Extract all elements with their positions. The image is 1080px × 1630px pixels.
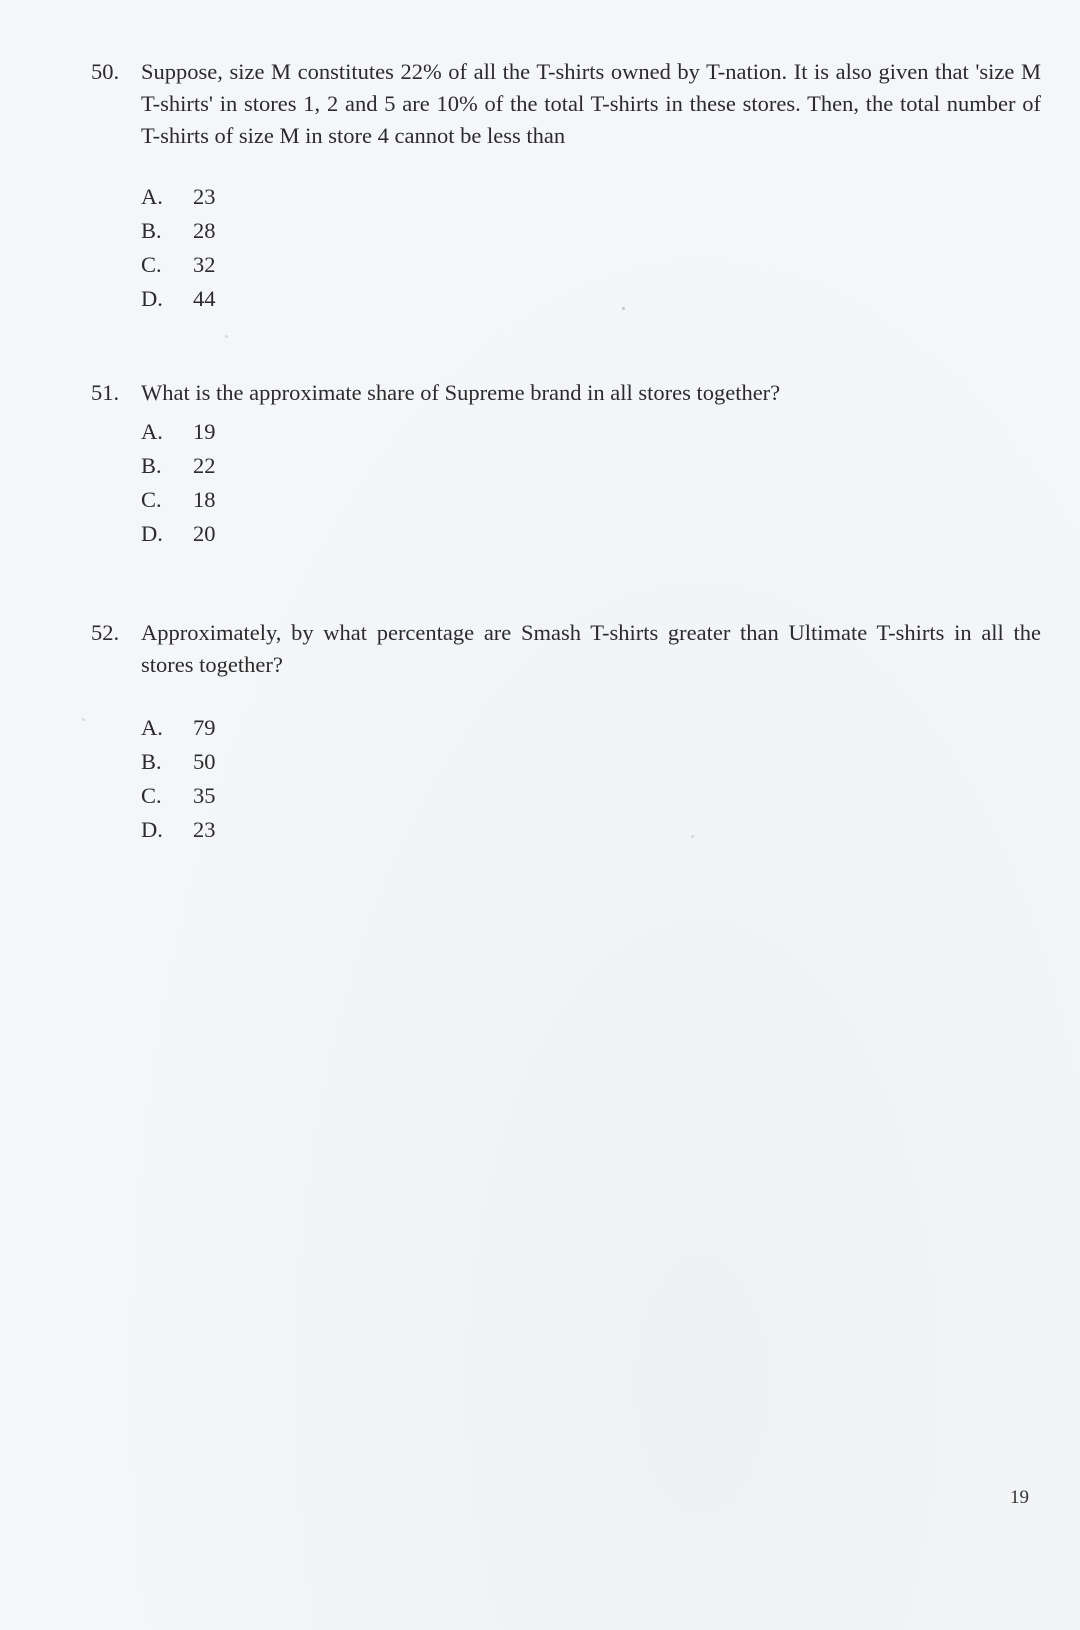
option-letter: C. [141,252,162,277]
option-value: 23 [193,817,216,842]
option-letter: D. [141,286,163,311]
option-c [141,248,1041,282]
option-b [141,449,1041,483]
question-51 [91,377,1041,551]
option-a [141,415,1041,449]
scan-speck [82,718,85,721]
page-number: 19 [1010,1487,1029,1508]
option-letter: C. [141,487,162,512]
option-letter: B. [141,749,162,774]
option-value: 44 [193,286,216,311]
question-52 [91,617,1041,847]
option-value: 32 [193,252,216,277]
option-value: 18 [193,487,216,512]
option-value: 79 [193,715,216,740]
option-d [141,517,1041,551]
option-c [141,483,1041,517]
scan-speck [691,835,694,838]
question-stem [91,377,1041,409]
option-letter: C. [141,783,162,808]
option-d [141,813,1041,847]
option-value: 50 [193,749,216,774]
question-text: What is the approximate share of Supreme brand in all stores together? [141,380,781,405]
option-a [141,711,1041,745]
question-stem [91,56,1041,152]
option-letter: B. [141,453,162,478]
question-text: Approximately, by what percentage are Smash T-shirts greater than Ultimate T-shirts in all the stores together? [141,620,1041,677]
option-value: 19 [193,419,216,444]
question-text: Suppose, size M constitutes 22% of all the T-shirts owned by T-nation. It is also given that 'size M T-shirts' in stores 1, 2 and 5 are 10% of the total T-shirts in these stores. Then, the total number of T-shirts of size M in store 4 cannot be less than [141,59,1041,148]
option-b [141,745,1041,779]
question-number: 52. [91,620,120,645]
option-b [141,214,1041,248]
option-d [141,282,1041,316]
option-value: 23 [193,184,216,209]
option-a [141,180,1041,214]
question-number: 51. [91,380,120,405]
question-50 [91,56,1041,316]
option-value: 22 [193,453,216,478]
option-c [141,779,1041,813]
option-letter: D. [141,521,163,546]
question-stem [91,617,1041,681]
option-letter: D. [141,817,163,842]
option-value: 28 [193,218,216,243]
option-letter: A. [141,715,163,740]
option-letter: B. [141,218,162,243]
option-value: 20 [193,521,216,546]
option-list [141,711,1041,847]
option-letter: A. [141,419,163,444]
option-list [141,415,1041,551]
scan-speck [225,335,228,338]
option-value: 35 [193,783,216,808]
option-letter: A. [141,184,163,209]
option-list [141,180,1041,316]
scan-speck [622,307,625,310]
question-number: 50. [91,59,120,84]
